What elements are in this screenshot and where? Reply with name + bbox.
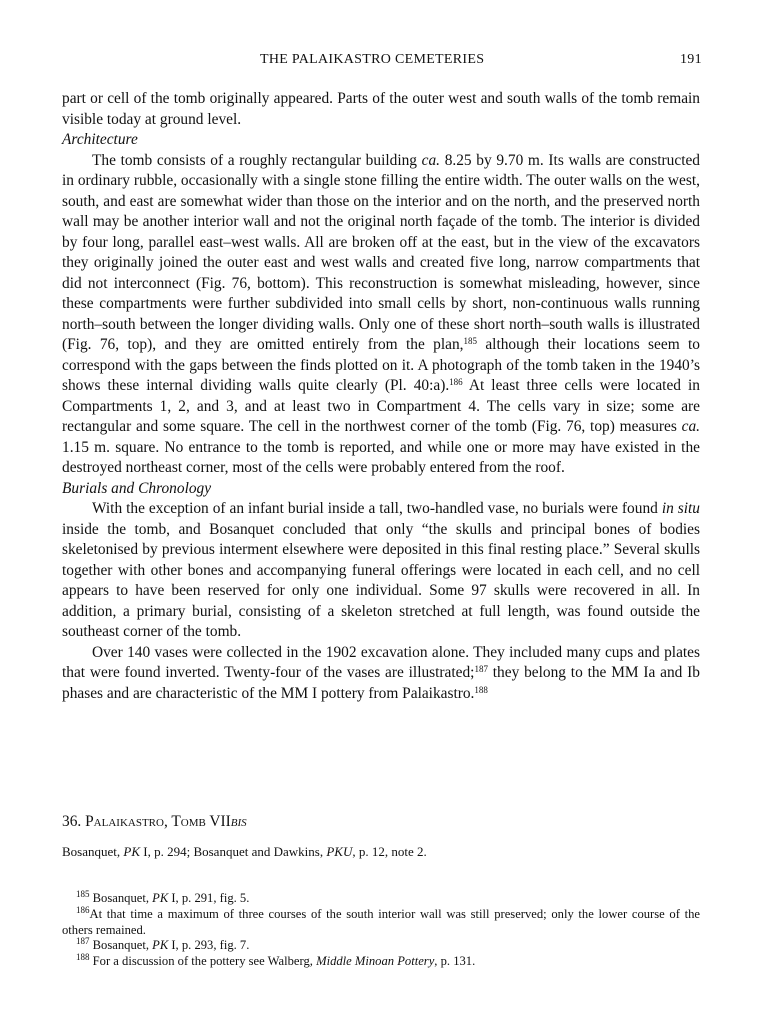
vases-paragraph: Over 140 vases were collected in the 1902 excavation alone. They included many cups and plates that were found inverted. Twenty-four of the vases are illustrated;$^{187}$ they belong to the MM Ia and Ib phases and are characteristic of the MM I pottery from Palaikastro.$^{188}$ bbox=[62, 643, 700, 702]
burials-heading: Burials and Chronology bbox=[62, 479, 212, 497]
page-number: 191 bbox=[680, 52, 702, 67]
bibliography-line: Bosanquet, PK I, p. 294; Bosanquet and Dawkins, PKU, p. 12, note 2. bbox=[62, 844, 427, 859]
intro-paragraph: part or cell of the tomb originally appeared. Parts of the outer west and south walls of the tomb remain visible today at ground level. bbox=[62, 90, 700, 128]
running-title: THE PALAIKASTRO CEMETERIES bbox=[260, 52, 485, 67]
footnote-185: $^{185}$ Bosanquet, PK I, p. 291, fig. 5. bbox=[76, 889, 250, 905]
footnotes bbox=[62, 891, 700, 970]
body-text bbox=[62, 89, 700, 704]
footnote-186: $^{186}$At that time a maximum of three courses of the south interior wall was still preserved; only the lower course of the others remained. bbox=[62, 904, 700, 937]
burials-paragraph: With the exception of an infant burial inside a tall, two-handled vase, no burials were found in situ inside the tomb, and Bosanquet concluded that only “the skulls and principal bones of bodies skeletonised by previous interment elsewhere were deposited in this final resting place.” Several skulls together with other bones and accompanying funeral offerings were located in each cell, and no cell appears to have been reserved for only one individual. Some 97 skulls were recovered in all. In addition, a primary burial, consisting of a skeleton stretched at full length, was found outside the southeast corner of the tomb. bbox=[62, 500, 700, 640]
running-head bbox=[0, 52, 762, 72]
footnote-ref-187: 187 bbox=[474, 664, 488, 674]
architecture-paragraph: The tomb consists of a roughly rectangular building ca. 8.25 by 9.70 m. Its walls are constructed in ordinary rubble, occasionally with a single stone filling the entire width. The outer walls on the west, south, and east are somewhat wider than those on the interior and on the north, and the preserved north wall may be another interior wall and not the original north façade of the tomb. The interior is divided by four long, parallel east–west walls. All are broken off at the east, but in the view of the excavators they originally joined the outer east and west walls and created five long, narrow compartments that did not interconnect (Fig. 76, bottom). This reconstruction is somewhat misleading, however, since these compartments were further subdivided into small cells by short, non-continuous walls running north–south between the longer dividing walls. Only one of these short north–south walls is illustrated (Fig. 76, top), and they are omitted entirely from the plan,$^{185}$ although their locations seem to correspond with the gaps between the finds plotted on it. A photograph of the tomb taken in the 1940’s shows these internal dividing walls quite clearly (Pl. 40:a).$^{186}$ At least three cells were located in Compartments 1, 2, and 3, and at least two in Compartment 4. The cells vary in size; some are rectangular and some square. The cell in the northwest corner of the tomb (Fig. 76, top) measures ca. 1.15 m. square. No entrance to the tomb is reported, and while one or more may have existed in the destroyed northeast corner, most of the cells were probably entered from the roof. bbox=[62, 151, 701, 476]
architecture-heading: Architecture bbox=[62, 131, 138, 148]
footnote-187: $^{187}$ Bosanquet, PK I, p. 293, fig. 7. bbox=[76, 936, 250, 953]
footnote-ref-188: 188 bbox=[474, 684, 488, 695]
footnote-188: $^{188}$ For a discussion of the pottery see Walberg, Middle Minoan Pottery, p. 131. bbox=[76, 952, 476, 969]
section-heading: 36. Palaikastro, Tomb VIIbis bbox=[62, 813, 247, 830]
footnote-ref-185: 185 bbox=[463, 336, 477, 346]
footnote-ref-186: 186 bbox=[449, 377, 463, 387]
